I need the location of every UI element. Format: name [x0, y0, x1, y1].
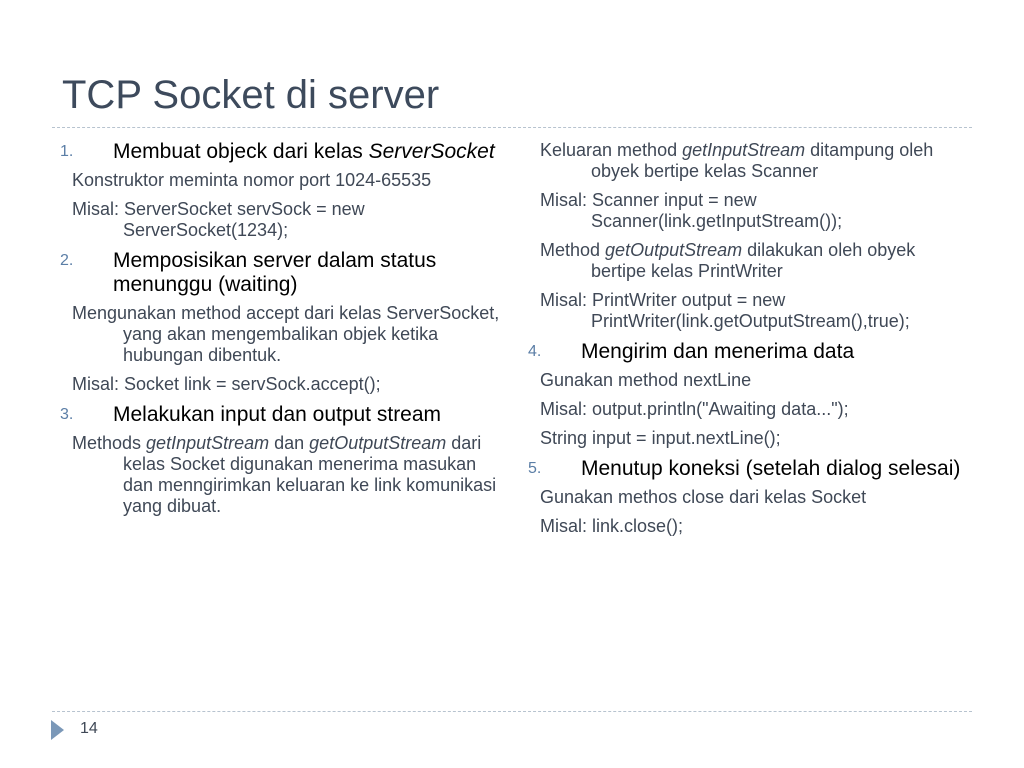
list-number: 3. — [60, 406, 74, 423]
sub-text: Method — [540, 240, 606, 260]
list-item-3 — [60, 403, 500, 427]
sub-text: Methods — [72, 433, 147, 453]
item-text: Membuat objeck dari kelas — [113, 140, 369, 163]
item-text: Mengirim dan menerima data — [581, 340, 855, 363]
list-item-2 — [60, 249, 500, 297]
sub-item: Gunakan method nextLine — [540, 370, 752, 390]
item-text-italic: ServerSocket — [368, 140, 495, 163]
sub-item — [40, 433, 500, 517]
sub-text: Keluaran method — [540, 140, 683, 160]
list-number: 2. — [60, 252, 74, 269]
right-column — [528, 140, 968, 545]
left-column — [60, 140, 500, 525]
sub-text-italic: getOutputStream — [309, 433, 447, 453]
page-number: 14 — [80, 720, 98, 737]
sub-text-italic: getOutputStream — [605, 240, 743, 260]
sub-text-italic: getInputStream — [146, 433, 270, 453]
sub-item: String input = input.nextLine(); — [540, 428, 781, 448]
sub-item: Misal: PrintWriter output = new PrintWriter(link.getOutputStream(),true); — [540, 290, 910, 331]
sub-item: Misal: output.println("Awaiting data..."); — [540, 399, 849, 419]
list-item-1 — [60, 140, 500, 164]
list-number: 5. — [528, 460, 542, 477]
item-text: Melakukan input dan output stream — [113, 403, 442, 426]
sub-item: Konstruktor meminta nomor port 1024-65535 — [72, 170, 432, 190]
title-divider — [52, 127, 972, 128]
list-item-4 — [528, 340, 968, 364]
triangle-right-icon — [51, 720, 64, 740]
sub-item: Misal: Socket link = servSock.accept(); — [72, 374, 381, 394]
list-number: 4. — [528, 343, 542, 360]
sub-item: Misal: link.close(); — [540, 516, 684, 536]
list-number: 1. — [60, 143, 74, 160]
sub-item: Mengunakan method accept dari kelas ServerSocket, yang akan mengembalikan objek ketika hubungan dibentuk. — [72, 303, 500, 365]
item-text: Menutup koneksi (setelah dialog selesai) — [581, 457, 961, 480]
sub-item: Misal: ServerSocket servSock = new ServerSocket(1234); — [72, 199, 365, 240]
sub-item — [508, 240, 968, 282]
sub-item: Misal: Scanner input = new Scanner(link.getInputStream()); — [540, 190, 843, 231]
slide-title: TCP Socket di server — [62, 73, 440, 117]
sub-item: Gunakan methos close dari kelas Socket — [540, 487, 867, 507]
sub-item — [508, 140, 968, 182]
item-text: Memposisikan server dalam status menunggu (waiting) — [113, 249, 437, 296]
sub-text: dan — [269, 433, 310, 453]
sub-text: dilakukan oleh obyek bertipe kelas PrintWriter — [591, 240, 916, 281]
list-item-5 — [528, 457, 968, 481]
sub-text-italic: getInputStream — [682, 140, 806, 160]
footer-divider — [52, 711, 972, 712]
sub-text: dari kelas Socket digunakan menerima masukan dan menngirimkan keluaran ke link komunikasi yang dibuat. — [123, 433, 497, 516]
sub-text: ditampung oleh obyek bertipe kelas Scanner — [591, 140, 934, 181]
